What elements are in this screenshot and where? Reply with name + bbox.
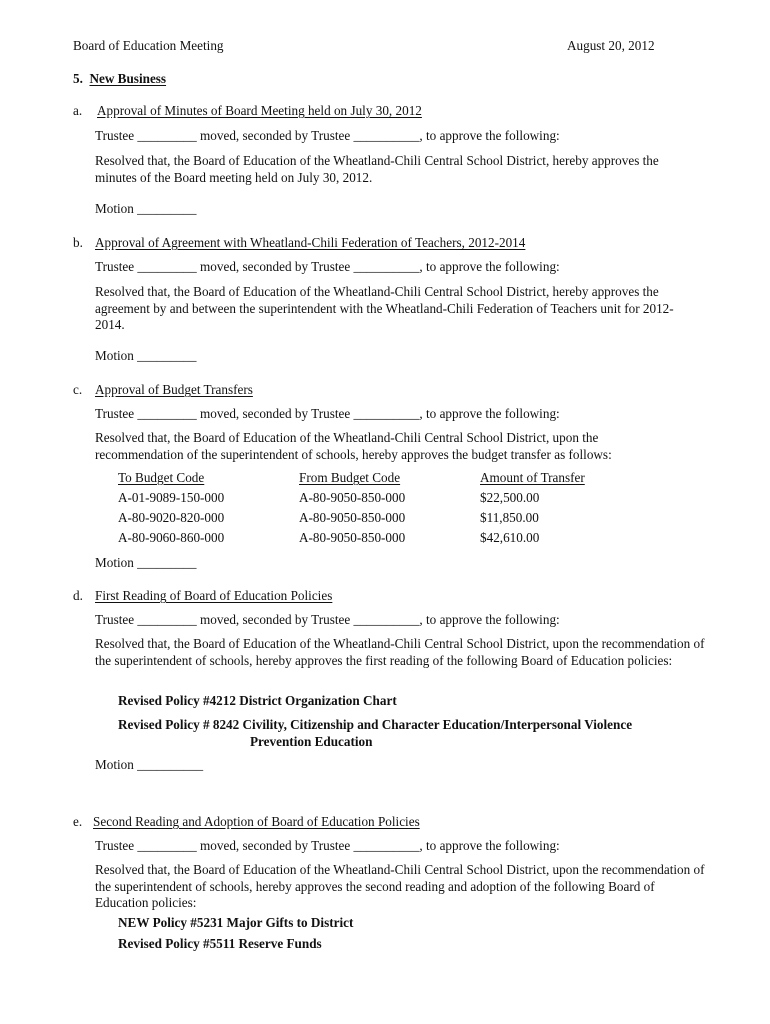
item-c-letter: c.: [73, 382, 83, 397]
table-cell: A-80-9050-850-000: [299, 510, 406, 525]
item-b-resolved: Resolved that, the Board of Education of the Wheatland-Chili Central School District, hereby approves the agreement by and between the superintendent with the Wheatland-Chili Federation of Teachers unit for 2012-2014.: [95, 284, 674, 332]
section-title: New Business: [89, 71, 167, 86]
table-cell: $11,850.00: [480, 510, 539, 525]
item-e-heading: Second Reading and Adoption of Board of Education Policies: [93, 814, 420, 829]
item-d-resolved: Resolved that, the Board of Education of the Wheatland-Chili Central School District, upon the recommendation of the superintendent of schools, hereby approves the first reading of the following Board of Education policies:: [95, 636, 705, 668]
item-a-trustee: Trustee _________ moved, seconded by Trustee __________, to approve the following:: [95, 128, 560, 143]
table-cell: $22,500.00: [480, 490, 540, 505]
item-e-trustee: Trustee _________ moved, seconded by Trustee __________, to approve the following:: [95, 838, 560, 853]
table-cell: A-80-9050-850-000: [299, 530, 406, 545]
item-d-motion: Motion __________: [95, 757, 204, 772]
table-cell: A-80-9020-820-000: [118, 510, 225, 525]
table-header: From Budget Code: [299, 470, 401, 485]
item-a-resolved: Resolved that, the Board of Education of the Wheatland-Chili Central School District, hereby approves the minutes of the Board meeting held on July 30, 2012.: [95, 153, 659, 185]
policy-item: Revised Policy # 8242 Civility, Citizenship and Character Education/Interpersonal Violence: [118, 717, 633, 732]
table-cell: $42,610.00: [480, 530, 540, 545]
item-a-heading: Approval of Minutes of Board Meeting held on July 30, 2012: [97, 103, 422, 118]
item-a-motion: Motion _________: [95, 201, 197, 216]
section-number: 5.: [73, 71, 83, 86]
item-d-letter: d.: [73, 588, 83, 603]
item-c-trustee: Trustee _________ moved, seconded by Trustee __________, to approve the following:: [95, 406, 560, 421]
item-b-heading: Approval of Agreement with Wheatland-Chili Federation of Teachers, 2012-2014: [95, 235, 526, 250]
item-e-resolved: Resolved that, the Board of Education of the Wheatland-Chili Central School District, upon the recommendation of the superintendent of schools, hereby approves the second reading and adoption of the following Board of Education policies:: [95, 862, 705, 910]
policy-item: NEW Policy #5231 Major Gifts to District: [118, 915, 354, 930]
table-cell: A-01-9089-150-000: [118, 490, 225, 505]
item-c-resolved: Resolved that, the Board of Education of the Wheatland-Chili Central School District, upon the recommendation of the superintendent of schools, hereby approves the budget transfer as follows:: [95, 430, 612, 462]
item-b-letter: b.: [73, 235, 83, 250]
item-c-motion: Motion _________: [95, 555, 197, 570]
table-cell: A-80-9060-860-000: [118, 530, 225, 545]
item-e-letter: e.: [73, 814, 83, 829]
item-d-trustee: Trustee _________ moved, seconded by Trustee __________, to approve the following:: [95, 612, 560, 627]
policy-item-continuation: Prevention Education: [250, 734, 373, 749]
meeting-title: Board of Education Meeting: [73, 38, 224, 53]
item-b-trustee: Trustee _________ moved, seconded by Trustee __________, to approve the following:: [95, 259, 560, 274]
item-d-heading: First Reading of Board of Education Policies: [95, 588, 333, 603]
section-heading: [73, 71, 166, 87]
table-header: To Budget Code: [118, 470, 205, 485]
item-a-letter: a.: [73, 103, 83, 118]
table-header: Amount of Transfer: [480, 470, 585, 485]
table-cell: A-80-9050-850-000: [299, 490, 406, 505]
meeting-date: August 20, 2012: [567, 38, 655, 53]
policy-item: Revised Policy #5511 Reserve Funds: [118, 936, 322, 951]
item-b-motion: Motion _________: [95, 348, 197, 363]
policy-item: Revised Policy #4212 District Organization Chart: [118, 693, 397, 708]
item-c-heading: Approval of Budget Transfers: [95, 382, 253, 397]
